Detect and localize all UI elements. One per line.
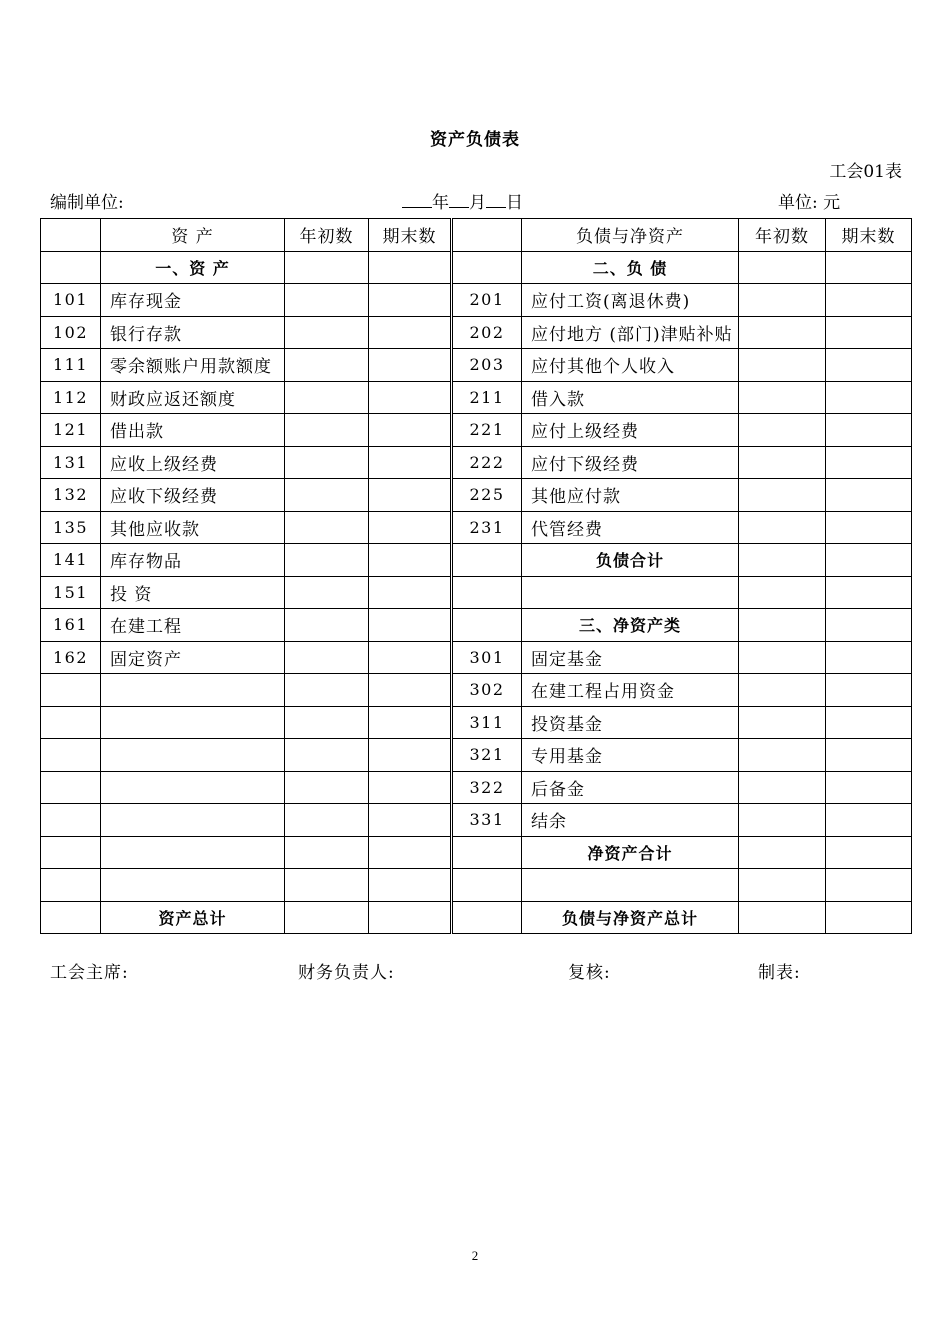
asset-end-value[interactable] (369, 511, 452, 544)
asset-begin-value[interactable] (285, 511, 369, 544)
header-row (41, 219, 912, 252)
asset-code: 151 (41, 576, 101, 609)
table-row (41, 836, 912, 869)
liability-code (452, 544, 522, 577)
table-row (41, 479, 912, 512)
liability-name: 应付下级经费 (522, 446, 739, 479)
header-begin-left: 年初数 (285, 219, 369, 252)
liability-begin-value[interactable] (739, 349, 826, 382)
asset-code: 102 (41, 316, 101, 349)
preparer-label: 制表: (758, 963, 801, 983)
liability-name: 应付地方 (部门)津贴补贴 (522, 316, 739, 349)
liability-begin-value[interactable] (739, 511, 826, 544)
asset-code: 141 (41, 544, 101, 577)
asset-name (101, 771, 285, 804)
asset-end-value[interactable] (369, 381, 452, 414)
liability-end-value[interactable] (826, 316, 912, 349)
asset-end-value[interactable] (369, 771, 452, 804)
liability-begin-value[interactable] (739, 446, 826, 479)
asset-end-value[interactable] (369, 901, 452, 934)
month-blank[interactable] (449, 191, 469, 208)
asset-name: 应收下级经费 (101, 479, 285, 512)
asset-end-value[interactable] (369, 349, 452, 382)
table-row (41, 641, 912, 674)
liability-code: 322 (452, 771, 522, 804)
liability-end-value[interactable] (826, 251, 912, 284)
asset-end-value[interactable] (369, 316, 452, 349)
table-row (41, 739, 912, 772)
liability-name: 应付上级经费 (522, 414, 739, 447)
asset-begin-value[interactable] (285, 446, 369, 479)
asset-begin-value[interactable] (285, 836, 369, 869)
asset-begin-value[interactable] (285, 284, 369, 317)
table-row (41, 869, 912, 902)
liability-code (452, 869, 522, 902)
asset-code (41, 739, 101, 772)
chairman-label: 工会主席: (50, 963, 129, 983)
liability-end-value[interactable] (826, 544, 912, 577)
asset-begin-value[interactable] (285, 576, 369, 609)
asset-begin-value[interactable] (285, 316, 369, 349)
asset-code (41, 251, 101, 284)
asset-end-value[interactable] (369, 739, 452, 772)
liability-end-value[interactable] (826, 674, 912, 707)
asset-end-value[interactable] (369, 869, 452, 902)
liability-end-value[interactable] (826, 869, 912, 902)
liability-end-value[interactable] (826, 804, 912, 837)
liability-code: 203 (452, 349, 522, 382)
year-blank[interactable] (402, 191, 432, 208)
table-row (41, 544, 912, 577)
table-row (41, 804, 912, 837)
asset-section-title: 资产总计 (101, 901, 285, 934)
asset-code: 135 (41, 511, 101, 544)
liability-end-value[interactable] (826, 641, 912, 674)
day-label: 日 (506, 193, 523, 213)
asset-code: 121 (41, 414, 101, 447)
header-begin-right: 年初数 (739, 219, 826, 252)
header-code-right (452, 219, 522, 252)
liability-begin-value[interactable] (739, 381, 826, 414)
header-asset: 资 产 (101, 219, 285, 252)
header-end-right: 期末数 (826, 219, 912, 252)
liability-begin-value[interactable] (739, 641, 826, 674)
liability-code (452, 836, 522, 869)
asset-name (101, 706, 285, 739)
asset-begin-value[interactable] (285, 251, 369, 284)
liability-end-value[interactable] (826, 836, 912, 869)
asset-begin-value[interactable] (285, 609, 369, 642)
asset-code (41, 706, 101, 739)
reviewer-label: 复核: (568, 963, 611, 983)
asset-name: 应收上级经费 (101, 446, 285, 479)
liability-code: 211 (452, 381, 522, 414)
liability-end-value[interactable] (826, 414, 912, 447)
liability-begin-value[interactable] (739, 674, 826, 707)
liability-code: 302 (452, 674, 522, 707)
table-row (41, 511, 912, 544)
liability-code: 222 (452, 446, 522, 479)
table-row (41, 576, 912, 609)
liability-code (452, 901, 522, 934)
asset-code: 162 (41, 641, 101, 674)
balance-sheet-table (40, 218, 912, 934)
asset-end-value[interactable] (369, 479, 452, 512)
table-row (41, 706, 912, 739)
liability-begin-value[interactable] (739, 901, 826, 934)
form-number: 工会01表 (829, 162, 902, 182)
liability-name: 借入款 (522, 381, 739, 414)
asset-name: 借出款 (101, 414, 285, 447)
asset-code (41, 771, 101, 804)
liability-end-value[interactable] (826, 739, 912, 772)
liability-name: 结余 (522, 804, 739, 837)
liability-code (452, 251, 522, 284)
asset-code: 101 (41, 284, 101, 317)
liability-name (522, 576, 739, 609)
asset-name: 库存物品 (101, 544, 285, 577)
asset-name: 投 资 (101, 576, 285, 609)
liability-begin-value[interactable] (739, 706, 826, 739)
liability-end-value[interactable] (826, 901, 912, 934)
asset-end-value[interactable] (369, 446, 452, 479)
asset-end-value[interactable] (369, 544, 452, 577)
header-liability: 负债与净资产 (522, 219, 739, 252)
prepared-by-unit-label: 编制单位: (50, 193, 124, 213)
liability-section-title: 负债与净资产总计 (522, 901, 739, 934)
table-row (41, 674, 912, 707)
table-row (41, 414, 912, 447)
table-row (41, 349, 912, 382)
liability-end-value[interactable] (826, 706, 912, 739)
table-row (41, 446, 912, 479)
asset-end-value[interactable] (369, 706, 452, 739)
liability-name: 代管经费 (522, 511, 739, 544)
asset-begin-value[interactable] (285, 674, 369, 707)
liability-section-title: 二、负 债 (522, 251, 739, 284)
header-end-left: 期末数 (369, 219, 452, 252)
table-row (41, 251, 912, 284)
liability-code (452, 576, 522, 609)
asset-code (41, 836, 101, 869)
liability-section-title: 净资产合计 (522, 836, 739, 869)
table-row (41, 771, 912, 804)
asset-begin-value[interactable] (285, 544, 369, 577)
liability-section-title: 负债合计 (522, 544, 739, 577)
liability-name (522, 869, 739, 902)
asset-begin-value[interactable] (285, 706, 369, 739)
liability-name: 应付其他个人收入 (522, 349, 739, 382)
liability-code: 221 (452, 414, 522, 447)
liability-code: 202 (452, 316, 522, 349)
liability-end-value[interactable] (826, 349, 912, 382)
liability-code: 331 (452, 804, 522, 837)
liability-code: 201 (452, 284, 522, 317)
liability-end-value[interactable] (826, 609, 912, 642)
asset-code: 112 (41, 381, 101, 414)
liability-begin-value[interactable] (739, 869, 826, 902)
asset-code: 161 (41, 609, 101, 642)
asset-begin-value[interactable] (285, 479, 369, 512)
asset-begin-value[interactable] (285, 349, 369, 382)
liability-begin-value[interactable] (739, 251, 826, 284)
date-line (402, 188, 523, 213)
table-row (41, 901, 912, 934)
asset-code: 111 (41, 349, 101, 382)
liability-end-value[interactable] (826, 771, 912, 804)
liability-name: 其他应付款 (522, 479, 739, 512)
asset-name: 银行存款 (101, 316, 285, 349)
asset-name (101, 674, 285, 707)
asset-end-value[interactable] (369, 609, 452, 642)
liability-code: 231 (452, 511, 522, 544)
liability-begin-value[interactable] (739, 804, 826, 837)
liability-code: 225 (452, 479, 522, 512)
asset-name: 库存现金 (101, 284, 285, 317)
liability-end-value[interactable] (826, 511, 912, 544)
liability-end-value[interactable] (826, 381, 912, 414)
asset-end-value[interactable] (369, 804, 452, 837)
liability-name: 应付工资(离退休费) (522, 284, 739, 317)
liability-end-value[interactable] (826, 576, 912, 609)
asset-section-title: 一、资 产 (101, 251, 285, 284)
asset-begin-value[interactable] (285, 771, 369, 804)
header-code-left (41, 219, 101, 252)
liability-begin-value[interactable] (739, 739, 826, 772)
liability-code: 301 (452, 641, 522, 674)
table-row (41, 609, 912, 642)
asset-begin-value[interactable] (285, 739, 369, 772)
asset-name: 固定资产 (101, 641, 285, 674)
asset-name (101, 869, 285, 902)
page-number: 2 (471, 1248, 479, 1263)
liability-section-title: 三、净资产类 (522, 609, 739, 642)
asset-end-value[interactable] (369, 641, 452, 674)
asset-begin-value[interactable] (285, 869, 369, 902)
year-label: 年 (432, 193, 449, 213)
liability-code: 311 (452, 706, 522, 739)
liability-name: 后备金 (522, 771, 739, 804)
liability-begin-value[interactable] (739, 544, 826, 577)
asset-code (41, 674, 101, 707)
liability-begin-value[interactable] (739, 771, 826, 804)
asset-name: 在建工程 (101, 609, 285, 642)
asset-name (101, 804, 285, 837)
liability-name: 固定基金 (522, 641, 739, 674)
asset-begin-value[interactable] (285, 381, 369, 414)
liability-begin-value[interactable] (739, 316, 826, 349)
meta-row (0, 188, 950, 212)
asset-name: 其他应收款 (101, 511, 285, 544)
asset-begin-value[interactable] (285, 804, 369, 837)
finance-head-label: 财务负责人: (298, 963, 395, 983)
liability-code (452, 609, 522, 642)
asset-name (101, 739, 285, 772)
day-blank[interactable] (486, 191, 506, 208)
asset-begin-value[interactable] (285, 901, 369, 934)
table-row (41, 381, 912, 414)
liability-begin-value[interactable] (739, 414, 826, 447)
currency-unit-label: 单位: 元 (778, 193, 841, 213)
table-row (41, 316, 912, 349)
page-title: 资产负债表 (430, 130, 520, 150)
asset-end-value[interactable] (369, 414, 452, 447)
asset-code (41, 869, 101, 902)
liability-begin-value[interactable] (739, 609, 826, 642)
liability-begin-value[interactable] (739, 479, 826, 512)
liability-name: 专用基金 (522, 739, 739, 772)
asset-name: 财政应返还额度 (101, 381, 285, 414)
asset-end-value[interactable] (369, 836, 452, 869)
asset-code (41, 901, 101, 934)
liability-end-value[interactable] (826, 479, 912, 512)
asset-code (41, 804, 101, 837)
liability-code: 321 (452, 739, 522, 772)
asset-end-value[interactable] (369, 576, 452, 609)
liability-name: 投资基金 (522, 706, 739, 739)
liability-begin-value[interactable] (739, 284, 826, 317)
asset-begin-value[interactable] (285, 414, 369, 447)
asset-name (101, 836, 285, 869)
asset-code: 131 (41, 446, 101, 479)
asset-end-value[interactable] (369, 674, 452, 707)
liability-begin-value[interactable] (739, 836, 826, 869)
month-label: 月 (469, 193, 486, 213)
asset-end-value[interactable] (369, 251, 452, 284)
liability-begin-value[interactable] (739, 576, 826, 609)
asset-begin-value[interactable] (285, 641, 369, 674)
table-row (41, 284, 912, 317)
liability-end-value[interactable] (826, 284, 912, 317)
asset-code: 132 (41, 479, 101, 512)
asset-end-value[interactable] (369, 284, 452, 317)
liability-name: 在建工程占用资金 (522, 674, 739, 707)
liability-end-value[interactable] (826, 446, 912, 479)
asset-name: 零余额账户用款额度 (101, 349, 285, 382)
